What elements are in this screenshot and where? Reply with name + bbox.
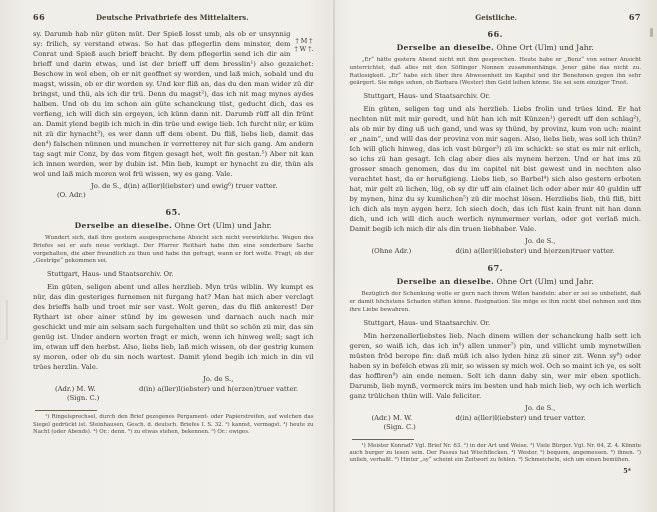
section-65-summary-text: Wundert sich, daß ihre gestern ausgesprochene Absicht sich nicht verwirkliche. Wegen des Briefes sei er aufs neue verklagt. Der Pfarrer Reithart habe ihm eine sonderbare Sache vorgehalten, die aber freundlich zu thun und habe ihn gefragt, wann er fort wolle. Fragt, ob der „Gestrige“ gekommen sei. <box>33 235 314 265</box>
scan-artifact <box>6 300 8 340</box>
section-66-summary <box>350 57 642 88</box>
section-67-sig-sign: (Sign. C.) <box>383 422 416 431</box>
seal-mark-line1: † M † <box>295 37 313 45</box>
section-65-letter-text: Ein güten, seligen abent und alles herzlieb. Myn trüs wiblin. Wy kumpt es nür, das din gesteriges furnemen nit furgang hat? Man hat mich aber verclagt des brieffs halb und troet mir ser vast. Wolt geren, das du fliß ankerest! Der Rythart ist ober ainer stünd by im gewesen und darnach auch nach mir geschickt und mir ain selsam sach furgehalten und thüt so schön zü mir, das sin genüg ist. Under andern worten fragt er mich, wenn ich hinweg well; sagt ich im, etwan uff den herbst. Also, liebs lieb, laß mich wissen, ob der gestrig kumen sy moren, oder ob du sin noch wartest. Damit ylend begib ich mich in din vil trües herzlin. Vale. <box>33 283 314 372</box>
running-title-left: Deutsche Privatbriefe des Mittelalters. <box>95 13 249 22</box>
running-title-right: Geistliche. <box>475 13 518 22</box>
section-67-source: Stuttgart, Haus- und Staatsarchiv. Or. <box>363 318 491 327</box>
section-66-title <box>350 43 642 52</box>
section-67-title-sender: Derselbe an dieselbe. <box>396 277 495 287</box>
seal-mark-line2: † W †. <box>294 45 314 53</box>
footnotes-right-text: ¹) Meister Konrad? Vgl. Brief Nr. 63. ²) in der Art und Weise. ³) Viele Bürger. Vgl. Nr. 64, Z. 4. Könnte auch burger zu lesen sein. Der Passus hat Wischflecken. ⁴) Wester. ⁵) bequem, angemessen. ⁶) ihnen. ⁷) unlieb, verhaßt. ⁸) Hinter „sy“ scheint ein Zeitwort zu fehlen. ⁹) Schmeicheln, sich um einen bemühen. <box>349 442 641 464</box>
footnotes-right <box>350 443 642 465</box>
page-number-right: 67 <box>628 12 641 22</box>
section-65-sig-name: Jo. de S., <box>203 375 234 384</box>
section-65-source: Stuttgart, Haus- und Staatsarchiv. Or. <box>47 270 174 279</box>
page-header-left <box>33 12 314 22</box>
section-65-sig-addr: (Adr.) M. W. <box>55 385 96 394</box>
section-67-number: 67. <box>487 263 503 274</box>
letter-64-address-note: (O. Adr.) <box>57 191 86 199</box>
letter-64-signature: Jo. de S., d(in) a(ller)l(iebster) und ewig⁶) truer vatter. <box>91 182 278 190</box>
section-66-sig-name: Jo. de S., <box>525 237 556 246</box>
section-66-title-place: Ohne Ort (Ulm) und Jahr. <box>496 43 594 52</box>
letter-64-continuation <box>33 29 314 179</box>
section-65-title <box>33 221 314 230</box>
section-66-title-sender: Derselbe an dieselbe. <box>396 43 495 52</box>
section-66-letter-body <box>350 104 642 234</box>
section-67-summary-text: Bezüglich der Schenkung wolle er gern nach ihrem Willen handeln: aber er sei so unbeliebt, daß er damit höchstens Schaden stiften könne. Resignation. Sie möge es ihm nicht übel nehmen und ihm ihre Liebe bewahren. <box>349 291 641 313</box>
section-66-sig-closing: d(in) a(ller)l(iebster) und h(erzen)truer vatter. <box>455 247 615 256</box>
section-66-source: Stuttgart, Haus- und Staatsarchiv. Or. <box>363 92 491 101</box>
seal-cross-mark <box>294 37 313 53</box>
sheet-signature-mark: 5* <box>623 466 631 475</box>
section-65-letter-body <box>33 282 314 372</box>
section-65-summary <box>33 235 314 266</box>
section-65-title-place: Ohne Ort (Ulm) und Jahr. <box>174 221 272 230</box>
section-67-sig-row <box>350 414 642 422</box>
section-66-sig-row <box>350 247 642 255</box>
section-67-letter-body <box>350 331 642 401</box>
page-gutter <box>333 0 335 512</box>
section-66-number: 66. <box>487 29 503 39</box>
section-65-sig-row <box>33 385 314 393</box>
section-66-summary-text: „Er“ hätte gestern Abend nicht mit ihm gesprochen. Heute habe er „Benz“ von seiner Ansicht unterrichtet, daß alles mit den Söflinger Nonnen zusammenhänge. Jener gäbe das nicht zu. Ratlosigkeit. „Er“ habe sich über ihre Abwesenheit im Kapitel und ihr Benehmen gegen ihn sehr geärgert. Sie möge sehen, ob Barbara (Wester) ihm Geld leihen könne. Sie sei sein einziger Trost. <box>349 57 641 87</box>
section-67-summary <box>350 291 642 314</box>
footnote-rule-right <box>352 439 414 440</box>
section-66-sig-addr: (Ohne Adr.) <box>371 247 412 256</box>
section-67-sig-closing: d(in) a(ller)l(iebster) und truer vatter. <box>455 413 586 422</box>
page-header-right <box>350 12 642 22</box>
section-65-number: 65. <box>165 207 181 217</box>
section-67-letter-text: Min herzenallerliebstes lieb. Nach dinem willen der schanckung halb sett ich geren, so waiß ich, das ich in⁶) allen unmer⁷) pin, und villicht umb mynetwillen müsten fröd berope fin: daß müß ich also lyden hinz zü siner zit. Wenn sy⁸) oder haben sy in befelch etwas zü mir, so wissen sy mich wol. Och so maint ich ye, es solt das hoffiren⁹) ain ende nemen. Solt ich dann daby sin, wer mir eben spotlich. Darumb, lieb mynß, vermerck mirs im besten und hab mich lieb, wy och ich werlich ganz trülichen thün will. Vale feliciter. <box>349 331 641 400</box>
section-67-sig-name: Jo. de S., <box>525 403 556 412</box>
footnote-rule-left <box>35 410 97 411</box>
section-66-letter-text: Ein güten, seligen tag und als herzlieb. Liebs frolin und trües kind. Er hat nechten nüt mit mir geredt, und hüt han ich mit Künzen¹) geredt uff den schlag²), als ob mir by ding uß uch gand, und was sy thünd, by provinz, kum von uch: maint er „nain“, und will das der provinz von mir sagen. Also, liebs lieb, was soll ich thün? Ich will glich hinweg, das ich vast bürger³) zü im schickt: so stat es mir nit erlich, so ichs zü han gesagt. Ich clag aber dies als mynem herzen. Und er hat ims zü grosser smach genomen, das du im capitel nit bist gewest und in nechten also verachtet hast, da er herußgieng. Liebs lieb, so Barbel⁴) sich also gestern erboten hat, mir gelt zü lichen, lüg, ob sy dir uff ain clainet lich oder aber mir 40 guldin uff by mynen, hinz du sy kumlichen⁵) zü dir mochst lösen. Herzliebs lieb, thü fliß, bitt ich dich als myn aygen herz. Ich siech doch, das ich füst kain frunt nit han dann dich, und ich will dich auch werlich nymmermer verlan, oder got verlaß mich. Damit begib ich mich dir als din truen liebhaber. Vale. <box>349 105 641 234</box>
section-65-sig-closing: d(in) a(ller)l(iebster) und h(erzen)truer vatter. <box>139 385 299 394</box>
scan-artifact <box>650 28 653 37</box>
footnotes-left-text: ¹) Ringelsprechsel, durch den Brief gezogenes Pergament- oder Papierstreifen, auf welchen das Siegel gedrückt ist. Steinhausen, Gesch. d. deutsch. Briefes I. S. 32. ²) kannst, vermagst. ³) heute zu Nacht (oder Abends). ⁴) Or.: denn. ⁵) zu etwas stehen, bekennen. ⁶) Or.: ewiges. <box>33 414 314 435</box>
footnotes-left <box>33 414 314 436</box>
section-65-title-sender: Derselbe an dieselbe. <box>74 221 173 230</box>
page-number-left: 66 <box>33 12 46 22</box>
page-right <box>329 0 657 512</box>
section-67-title <box>350 277 642 286</box>
section-67-title-place: Ohne Ort (Ulm) und Jahr. <box>496 277 594 287</box>
section-65-sig-sign: (Sign. C.) <box>67 394 100 403</box>
letter-64-continuation-text: sy. Darumb hab nür güten müt. Der Spieß losst umb, als ob er unsynnig sy: frilich, sy verstand etwas. So hat das pflegerlin dem minster, dem Conrat und Spieß auch brieff bracht. By dem pflegerlin send ich dir ain brieff und darin etwas, und ist der brieff uff dem bresslin¹) also gezaichet: Beschow in wol eben, ob er nit geoffnet sy worden, und laß mich, sobald und du magst, wissin, ob er dir worden sy. Und ker fliß an, das du den man wider zü dir bringst, und thü, als ich dir trü. Denn du magst²), das ich nit mag mynes aydes halben. Und ob du im schon ain güte schanckung tüst, geducht dich, das es verfieng, ich will dich sin ergeyen, ich künn dann nit. Darumb rüff all din frünt an. Damit ylend begib ich mich in din trüe und ewige lieb. Ich furcht nür, er küm nit zü dir hynacht³), es wer dann uff dem obent. Du fliß, liebs lieb, damit das den⁴) falschen nünnen und munchen ir verretterey nit fur sich gang. Am andern tag sagt mir Conz, by das vom fitgen gesagt het, wolt fin gestan.⁵) Aber nit kan ich innen werden, wer by dubin ist. Min lieb, kumpt er hynacht zu dir, thün als wol und laß mich moren wol frü wissen, wy es gang. Vale. <box>33 30 314 178</box>
section-67-sig-addr: (Adr.) M. W. <box>371 413 413 422</box>
